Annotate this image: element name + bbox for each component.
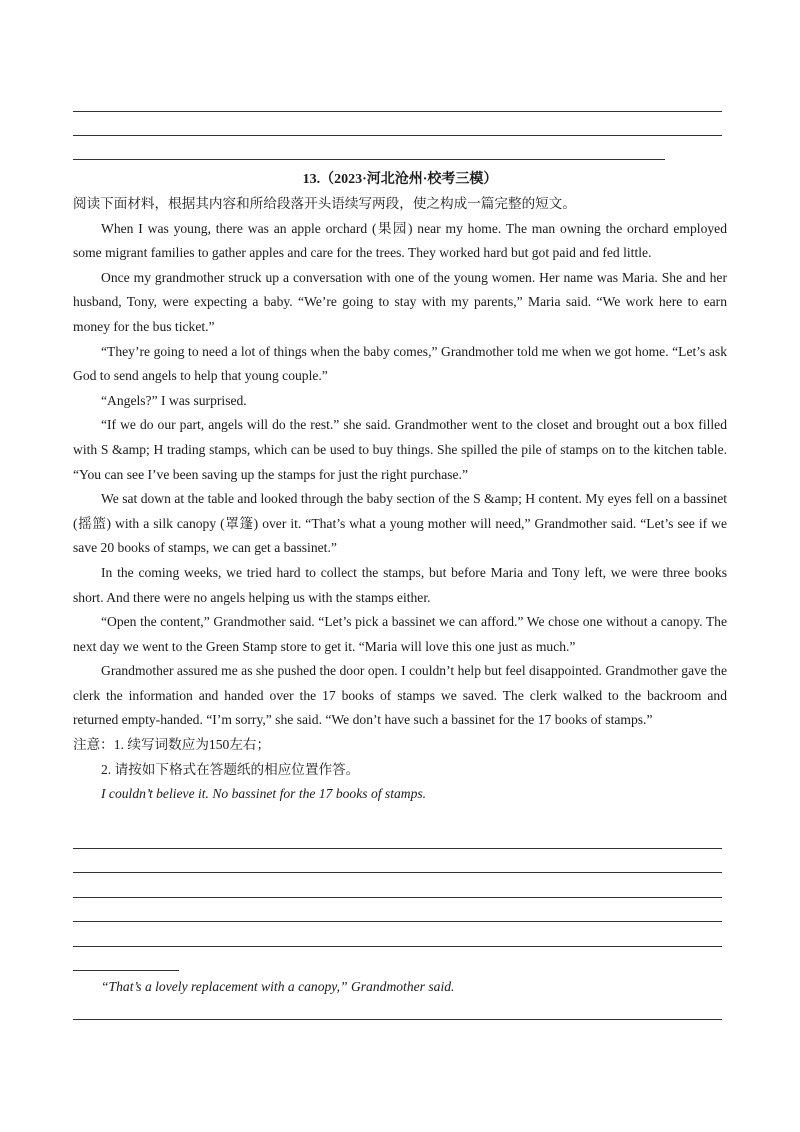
paragraph: In the coming weeks, we tried hard to collect the stamps, but before Maria and Tony left, we were three books short. And there were no angels helping us with the stamps either. [73, 564, 727, 605]
paragraph: Once my grandmother struck up a conversation with one of the young women. Her name was Maria. She and her husband, Tony, were expecting a baby. “We’re going to stay with my parents,” Maria said. “We work here to earn money for the bus ticket.” [73, 269, 727, 334]
paragraph: “Open the content,” Grandmother said. “Let’s pick a bassinet we can afford.” We chose one without a canopy. The next day we went to the Green Stamp store to get it. “Maria will love this one just as much.” [73, 614, 727, 654]
paragraph: “Angels?” I was surprised. [101, 392, 247, 408]
note: 注意：1. 续写词数应为150左右； [73, 737, 271, 753]
paragraph: “If we do our part, angels will do the rest.” she said. Grandmother went to the closet and brought out a box filled with S &amp; H trading stamps, which can be used to buy things. She spilled the pile of stamps on to the kitchen table. “You can see I’ve been saving up the stamps for just the right purchase.” [73, 417, 727, 482]
note: 2. 请按如下格式在答题纸的相应位置作答。 [101, 761, 360, 777]
instruction: 阅读下面材料，根据其内容和所给段落开头语续写两段，使之构成一篇完整的短文。 [73, 196, 576, 211]
answer-line [73, 946, 722, 947]
answer-line [73, 848, 722, 849]
answer-line [73, 897, 722, 898]
paragraph-start-2: “That’s a lovely replacement with a canopy,” Grandmother said. [101, 979, 455, 994]
answer-line [73, 970, 179, 971]
answer-line [73, 111, 722, 112]
paragraph: “They’re going to need a lot of things when the baby comes,” Grandmother told me when we got home. “Let’s ask God to send angels to help that young couple.” [73, 343, 727, 384]
paragraph: Grandmother assured me as she pushed the door open. I couldn’t help but feel disappointed. Grandmother gave the clerk the information and handed over the 17 books of stamps we saved. The clerk walked to the backroom and returned empty-handed. “I’m sorry,” she said. “We don’t have such a bassinet for the 17 books of stamps.” [73, 663, 727, 728]
answer-line [73, 872, 722, 873]
paragraph: We sat down at the table and looked through the baby section of the S &amp; H content. My eyes fell on a bassinet (摇篮) with a silk canopy (罩篷) over it. “That’s what a young mother will need,” Grandmother said. “Let’s see if we save 20 books of stamps, we can get a bassinet.” [73, 491, 727, 556]
paragraph-start-1: I couldn’t believe it. No bassinet for the 17 books of stamps. [101, 786, 427, 802]
answer-line [73, 135, 722, 136]
answer-line [73, 921, 722, 922]
answer-line [73, 1019, 722, 1020]
answer-line [73, 159, 665, 160]
question-body [73, 192, 727, 807]
question-title: 13.（2023·河北沧州·校考三模） [302, 172, 498, 187]
paragraph: When I was young, there was an apple orchard (果园) near my home. The man owning the orchard employed some migrant families to gather apples and care for the trees. They worked hard but got paid and fed little. [73, 220, 727, 261]
